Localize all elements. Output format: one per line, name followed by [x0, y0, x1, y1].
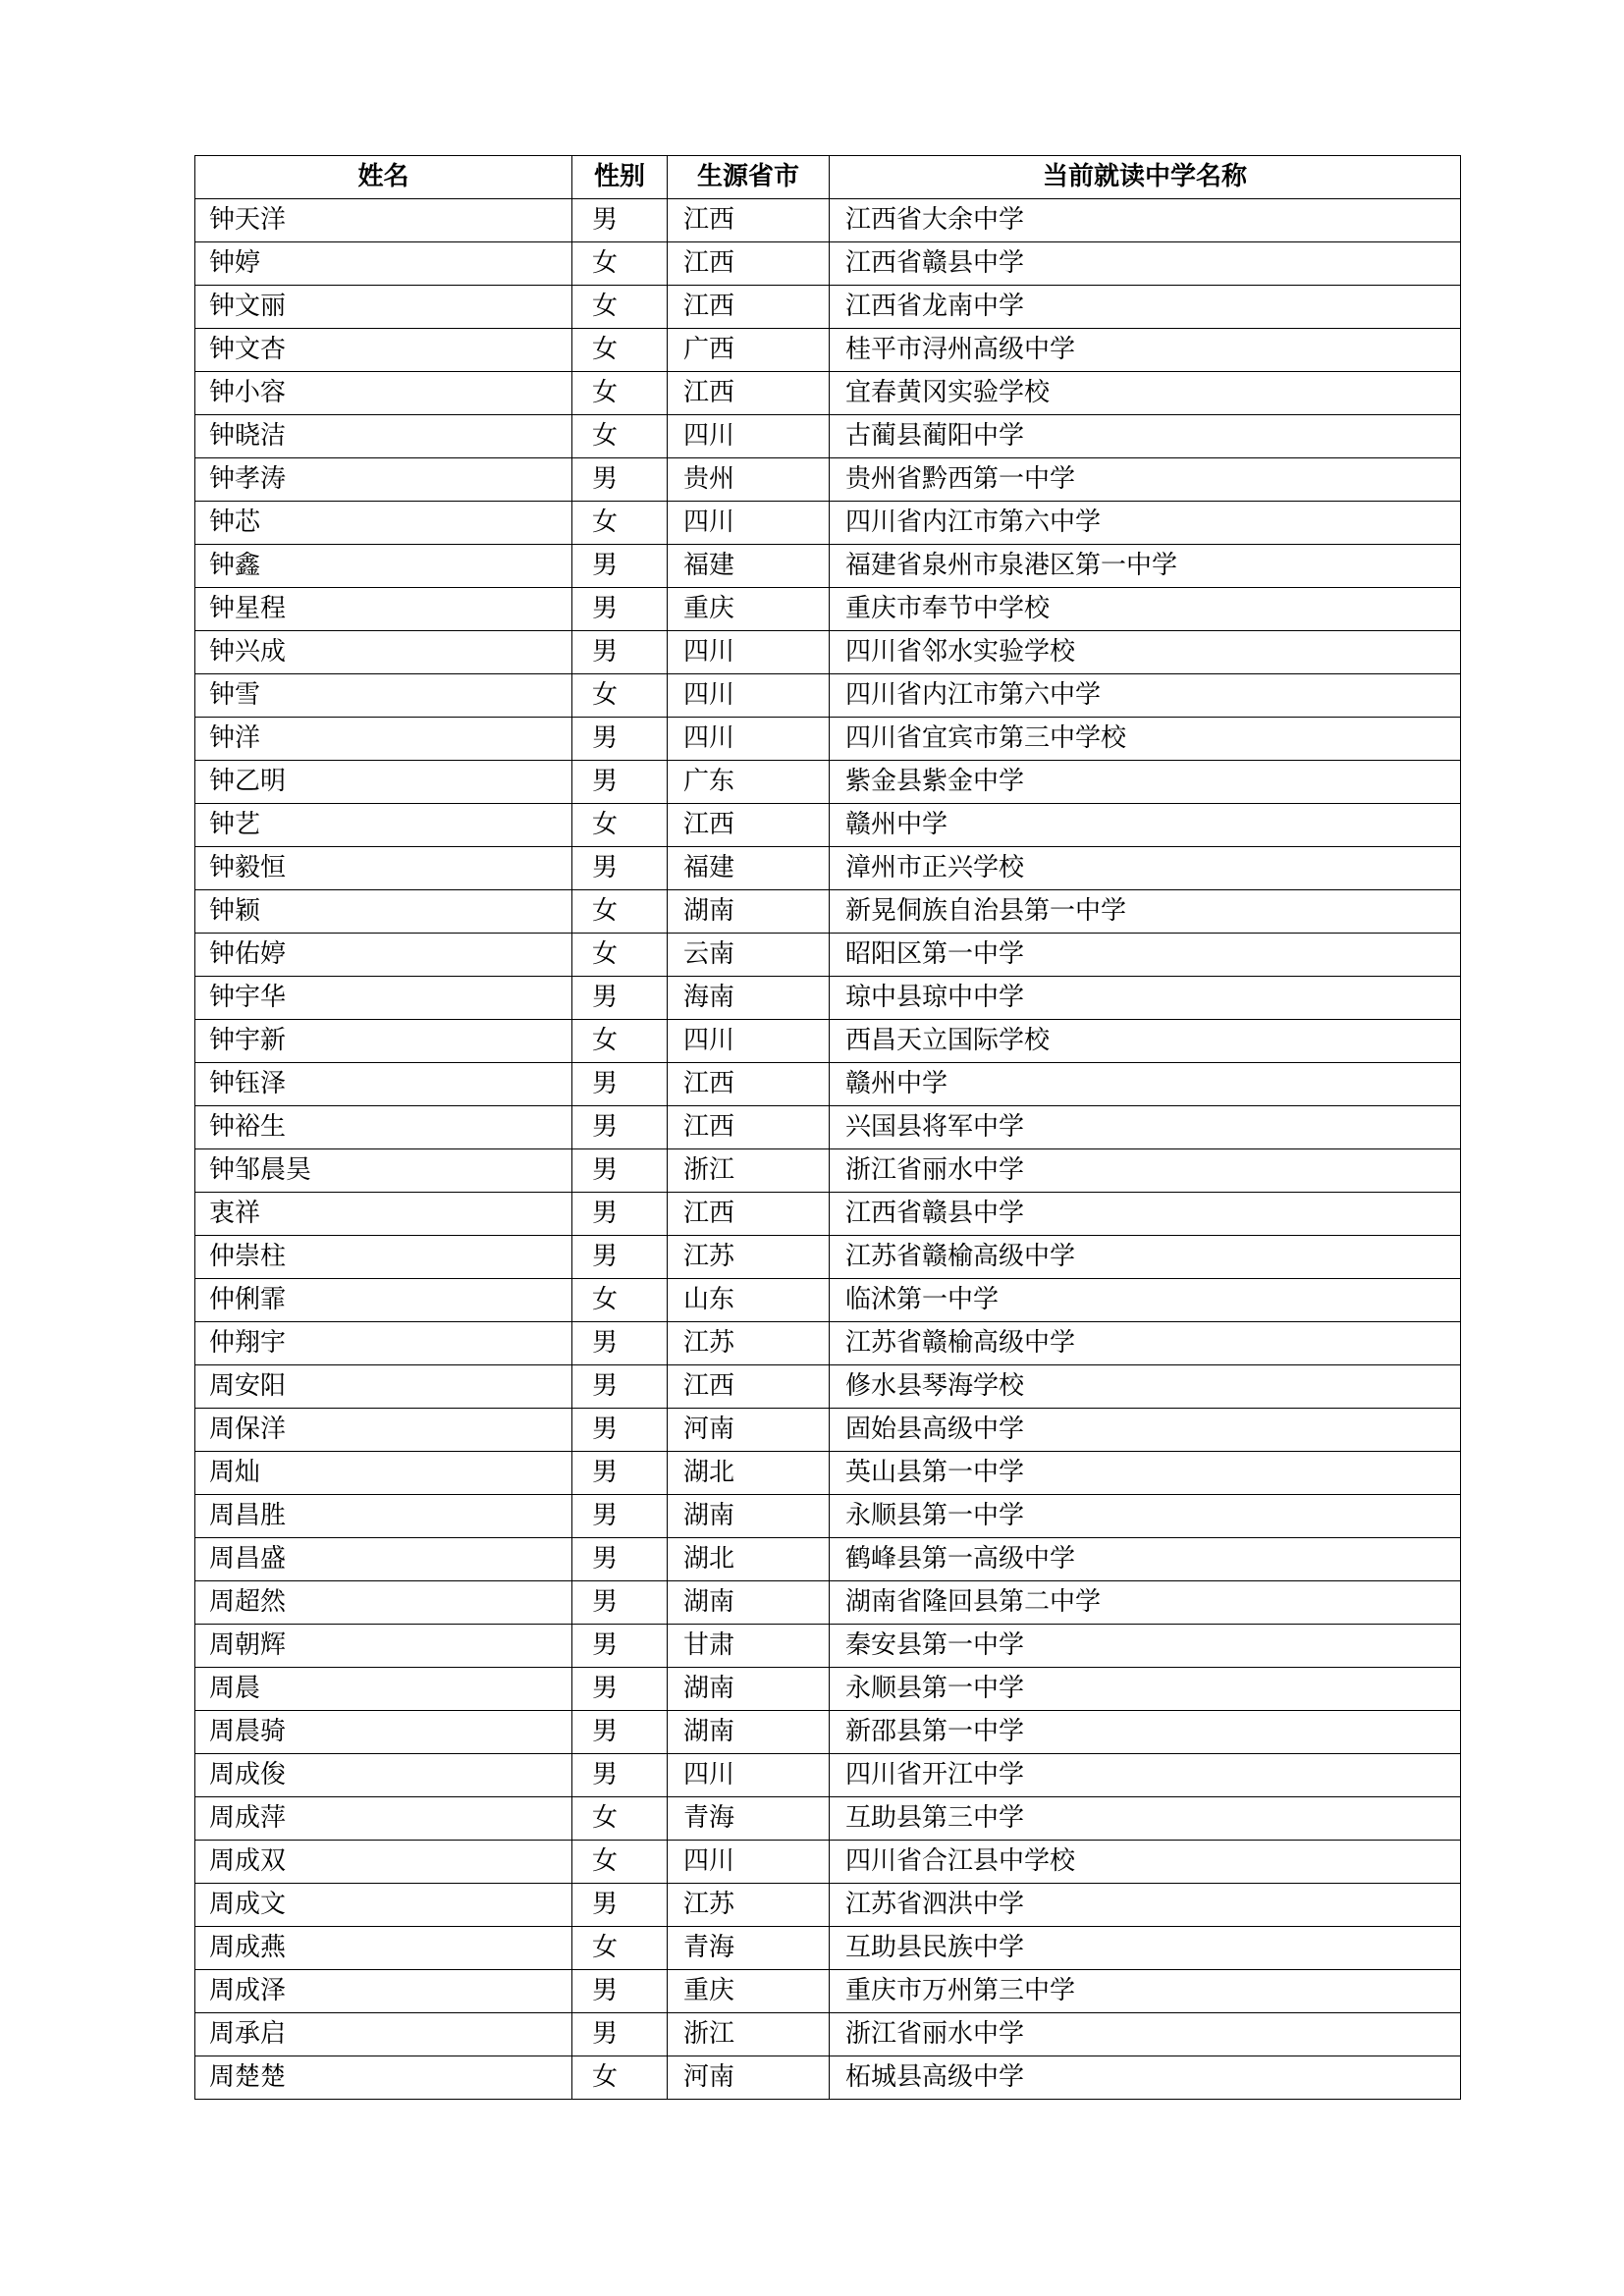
table-row — [195, 372, 1461, 415]
cell-school: 湖南省隆回县第二中学 — [830, 1581, 1461, 1625]
cell-name: 钟佑婷 — [195, 934, 572, 977]
cell-school: 兴国县将军中学 — [830, 1106, 1461, 1149]
cell-province: 四川 — [668, 674, 830, 718]
cell-school: 新晃侗族自治县第一中学 — [830, 890, 1461, 934]
cell-province: 福建 — [668, 545, 830, 588]
cell-school: 四川省开江中学 — [830, 1754, 1461, 1797]
cell-gender: 男 — [572, 718, 668, 761]
cell-province: 甘肃 — [668, 1625, 830, 1668]
cell-name: 钟文杏 — [195, 329, 572, 372]
cell-gender: 女 — [572, 1020, 668, 1063]
cell-province: 四川 — [668, 502, 830, 545]
cell-province: 福建 — [668, 847, 830, 890]
table-row — [195, 1884, 1461, 1927]
cell-school: 重庆市万州第三中学 — [830, 1970, 1461, 2013]
cell-gender: 男 — [572, 1625, 668, 1668]
cell-school: 临沭第一中学 — [830, 1279, 1461, 1322]
cell-gender: 女 — [572, 1279, 668, 1322]
cell-school: 桂平市浔州高级中学 — [830, 329, 1461, 372]
cell-province: 湖南 — [668, 1711, 830, 1754]
cell-school: 永顺县第一中学 — [830, 1495, 1461, 1538]
table-row — [195, 1538, 1461, 1581]
cell-name: 周成文 — [195, 1884, 572, 1927]
cell-school: 英山县第一中学 — [830, 1452, 1461, 1495]
cell-name: 周成燕 — [195, 1927, 572, 1970]
cell-gender: 男 — [572, 1668, 668, 1711]
cell-school: 鹤峰县第一高级中学 — [830, 1538, 1461, 1581]
cell-gender: 女 — [572, 372, 668, 415]
cell-province: 重庆 — [668, 1970, 830, 2013]
cell-name: 钟艺 — [195, 804, 572, 847]
header-province: 生源省市 — [668, 156, 830, 199]
cell-school: 四川省内江市第六中学 — [830, 502, 1461, 545]
cell-province: 四川 — [668, 631, 830, 674]
table-row — [195, 2056, 1461, 2100]
cell-name: 周昌盛 — [195, 1538, 572, 1581]
cell-province: 江西 — [668, 1193, 830, 1236]
cell-school: 赣州中学 — [830, 1063, 1461, 1106]
cell-gender: 男 — [572, 458, 668, 502]
cell-province: 湖南 — [668, 890, 830, 934]
table-row — [195, 977, 1461, 1020]
cell-gender: 男 — [572, 1884, 668, 1927]
cell-province: 四川 — [668, 718, 830, 761]
cell-gender: 女 — [572, 1841, 668, 1884]
table-row — [195, 1322, 1461, 1365]
cell-name: 钟兴成 — [195, 631, 572, 674]
cell-name: 钟邹晨昊 — [195, 1149, 572, 1193]
table-row — [195, 1495, 1461, 1538]
cell-gender: 男 — [572, 1495, 668, 1538]
cell-gender: 男 — [572, 1365, 668, 1409]
cell-gender: 男 — [572, 1193, 668, 1236]
cell-gender: 女 — [572, 242, 668, 286]
cell-name: 钟毅恒 — [195, 847, 572, 890]
cell-gender: 男 — [572, 1970, 668, 2013]
cell-province: 江西 — [668, 804, 830, 847]
cell-province: 四川 — [668, 1020, 830, 1063]
cell-name: 钟芯 — [195, 502, 572, 545]
table-row — [195, 1236, 1461, 1279]
table-row — [195, 1149, 1461, 1193]
cell-name: 钟文丽 — [195, 286, 572, 329]
table-row — [195, 458, 1461, 502]
table-row — [195, 1193, 1461, 1236]
cell-gender: 男 — [572, 847, 668, 890]
cell-name: 周朝辉 — [195, 1625, 572, 1668]
cell-name: 钟宇新 — [195, 1020, 572, 1063]
cell-province: 江西 — [668, 1063, 830, 1106]
cell-province: 山东 — [668, 1279, 830, 1322]
cell-province: 湖南 — [668, 1495, 830, 1538]
cell-gender: 男 — [572, 1236, 668, 1279]
cell-province: 江苏 — [668, 1884, 830, 1927]
cell-province: 江西 — [668, 242, 830, 286]
cell-name: 钟雪 — [195, 674, 572, 718]
cell-province: 浙江 — [668, 1149, 830, 1193]
cell-province: 广西 — [668, 329, 830, 372]
table-row — [195, 1452, 1461, 1495]
cell-name: 钟星程 — [195, 588, 572, 631]
table-row — [195, 2013, 1461, 2056]
cell-name: 钟孝涛 — [195, 458, 572, 502]
cell-gender: 男 — [572, 1754, 668, 1797]
cell-gender: 男 — [572, 545, 668, 588]
cell-name: 钟钰泽 — [195, 1063, 572, 1106]
cell-name: 周安阳 — [195, 1365, 572, 1409]
cell-name: 钟鑫 — [195, 545, 572, 588]
cell-name: 周承启 — [195, 2013, 572, 2056]
cell-name: 仲俐霏 — [195, 1279, 572, 1322]
cell-school: 江西省赣县中学 — [830, 242, 1461, 286]
table-row — [195, 329, 1461, 372]
cell-province: 湖南 — [668, 1581, 830, 1625]
cell-gender: 男 — [572, 2013, 668, 2056]
cell-province: 青海 — [668, 1797, 830, 1841]
cell-gender: 女 — [572, 2056, 668, 2100]
cell-school: 西昌天立国际学校 — [830, 1020, 1461, 1063]
cell-province: 青海 — [668, 1927, 830, 1970]
cell-school: 江苏省赣榆高级中学 — [830, 1236, 1461, 1279]
cell-name: 周成俊 — [195, 1754, 572, 1797]
cell-school: 永顺县第一中学 — [830, 1668, 1461, 1711]
cell-school: 江西省龙南中学 — [830, 286, 1461, 329]
cell-province: 贵州 — [668, 458, 830, 502]
cell-gender: 男 — [572, 977, 668, 1020]
cell-gender: 男 — [572, 1063, 668, 1106]
cell-school: 四川省宜宾市第三中学校 — [830, 718, 1461, 761]
cell-province: 江西 — [668, 286, 830, 329]
cell-gender: 男 — [572, 1149, 668, 1193]
cell-province: 江苏 — [668, 1322, 830, 1365]
cell-gender: 男 — [572, 1322, 668, 1365]
cell-name: 钟洋 — [195, 718, 572, 761]
table-header-row — [195, 156, 1461, 199]
cell-school: 新邵县第一中学 — [830, 1711, 1461, 1754]
cell-school: 四川省内江市第六中学 — [830, 674, 1461, 718]
cell-school: 浙江省丽水中学 — [830, 2013, 1461, 2056]
table-row — [195, 934, 1461, 977]
cell-gender: 女 — [572, 804, 668, 847]
cell-school: 秦安县第一中学 — [830, 1625, 1461, 1668]
cell-school: 江西省大余中学 — [830, 199, 1461, 242]
table-row — [195, 761, 1461, 804]
cell-school: 重庆市奉节中学校 — [830, 588, 1461, 631]
cell-name: 周楚楚 — [195, 2056, 572, 2100]
cell-name: 仲翔宇 — [195, 1322, 572, 1365]
student-roster-table — [194, 155, 1461, 2100]
cell-school: 修水县琴海学校 — [830, 1365, 1461, 1409]
cell-province: 江西 — [668, 1106, 830, 1149]
cell-name: 周灿 — [195, 1452, 572, 1495]
cell-name: 周晨 — [195, 1668, 572, 1711]
cell-school: 互助县民族中学 — [830, 1927, 1461, 1970]
header-school: 当前就读中学名称 — [830, 156, 1461, 199]
table-row — [195, 242, 1461, 286]
cell-school: 福建省泉州市泉港区第一中学 — [830, 545, 1461, 588]
cell-school: 昭阳区第一中学 — [830, 934, 1461, 977]
cell-school: 四川省邻水实验学校 — [830, 631, 1461, 674]
table-row — [195, 1668, 1461, 1711]
cell-province: 江西 — [668, 372, 830, 415]
cell-province: 江苏 — [668, 1236, 830, 1279]
cell-province: 河南 — [668, 2056, 830, 2100]
cell-name: 周成萍 — [195, 1797, 572, 1841]
cell-school: 江苏省泗洪中学 — [830, 1884, 1461, 1927]
table-row — [195, 718, 1461, 761]
table-row — [195, 1711, 1461, 1754]
table-row — [195, 1409, 1461, 1452]
cell-gender: 女 — [572, 415, 668, 458]
cell-gender: 男 — [572, 1711, 668, 1754]
table-row — [195, 199, 1461, 242]
cell-school: 古蔺县蔺阳中学 — [830, 415, 1461, 458]
cell-school: 固始县高级中学 — [830, 1409, 1461, 1452]
cell-school: 紫金县紫金中学 — [830, 761, 1461, 804]
table-row — [195, 674, 1461, 718]
cell-school: 江西省赣县中学 — [830, 1193, 1461, 1236]
cell-province: 四川 — [668, 415, 830, 458]
cell-gender: 女 — [572, 934, 668, 977]
cell-school: 赣州中学 — [830, 804, 1461, 847]
table-row — [195, 1106, 1461, 1149]
cell-school: 浙江省丽水中学 — [830, 1149, 1461, 1193]
cell-gender: 女 — [572, 286, 668, 329]
cell-school: 柘城县高级中学 — [830, 2056, 1461, 2100]
cell-name: 周成双 — [195, 1841, 572, 1884]
cell-gender: 男 — [572, 631, 668, 674]
cell-gender: 女 — [572, 674, 668, 718]
table-row — [195, 588, 1461, 631]
table-row — [195, 1841, 1461, 1884]
cell-province: 河南 — [668, 1409, 830, 1452]
table-row — [195, 1581, 1461, 1625]
cell-gender: 女 — [572, 329, 668, 372]
table-row — [195, 847, 1461, 890]
cell-name: 钟乙明 — [195, 761, 572, 804]
cell-name: 周昌胜 — [195, 1495, 572, 1538]
cell-province: 重庆 — [668, 588, 830, 631]
table-row — [195, 286, 1461, 329]
cell-province: 浙江 — [668, 2013, 830, 2056]
table-row — [195, 1020, 1461, 1063]
cell-school: 江苏省赣榆高级中学 — [830, 1322, 1461, 1365]
table-row — [195, 502, 1461, 545]
cell-province: 江西 — [668, 199, 830, 242]
cell-gender: 女 — [572, 502, 668, 545]
cell-gender: 男 — [572, 588, 668, 631]
table-row — [195, 1797, 1461, 1841]
cell-gender: 男 — [572, 1409, 668, 1452]
cell-school: 互助县第三中学 — [830, 1797, 1461, 1841]
cell-school: 贵州省黔西第一中学 — [830, 458, 1461, 502]
cell-school: 宜春黄冈实验学校 — [830, 372, 1461, 415]
table-row — [195, 545, 1461, 588]
cell-name: 钟小容 — [195, 372, 572, 415]
cell-school: 漳州市正兴学校 — [830, 847, 1461, 890]
cell-province: 云南 — [668, 934, 830, 977]
cell-name: 钟宇华 — [195, 977, 572, 1020]
cell-gender: 男 — [572, 1581, 668, 1625]
cell-province: 江西 — [668, 1365, 830, 1409]
table-row — [195, 1063, 1461, 1106]
header-gender: 性别 — [572, 156, 668, 199]
cell-province: 四川 — [668, 1754, 830, 1797]
cell-gender: 男 — [572, 1452, 668, 1495]
cell-gender: 男 — [572, 199, 668, 242]
cell-school: 琼中县琼中中学 — [830, 977, 1461, 1020]
cell-gender: 女 — [572, 1797, 668, 1841]
cell-name: 钟裕生 — [195, 1106, 572, 1149]
cell-name: 衷祥 — [195, 1193, 572, 1236]
cell-gender: 男 — [572, 761, 668, 804]
table-row — [195, 631, 1461, 674]
table-row — [195, 890, 1461, 934]
cell-name: 周晨骑 — [195, 1711, 572, 1754]
cell-gender: 男 — [572, 1106, 668, 1149]
table-row — [195, 1279, 1461, 1322]
table-row — [195, 1927, 1461, 1970]
table-row — [195, 1754, 1461, 1797]
table-row — [195, 1625, 1461, 1668]
cell-province: 四川 — [668, 1841, 830, 1884]
cell-name: 钟天洋 — [195, 199, 572, 242]
cell-name: 周保洋 — [195, 1409, 572, 1452]
cell-school: 四川省合江县中学校 — [830, 1841, 1461, 1884]
table-row — [195, 1365, 1461, 1409]
cell-name: 钟婷 — [195, 242, 572, 286]
table-row — [195, 415, 1461, 458]
cell-province: 海南 — [668, 977, 830, 1020]
header-name: 姓名 — [195, 156, 572, 199]
cell-name: 仲崇柱 — [195, 1236, 572, 1279]
cell-gender: 女 — [572, 1927, 668, 1970]
cell-province: 湖北 — [668, 1452, 830, 1495]
cell-name: 周超然 — [195, 1581, 572, 1625]
table-body — [195, 199, 1461, 2100]
cell-gender: 女 — [572, 890, 668, 934]
cell-name: 钟晓洁 — [195, 415, 572, 458]
cell-name: 周成泽 — [195, 1970, 572, 2013]
cell-province: 湖南 — [668, 1668, 830, 1711]
cell-gender: 男 — [572, 1538, 668, 1581]
cell-province: 广东 — [668, 761, 830, 804]
cell-name: 钟颖 — [195, 890, 572, 934]
table-row — [195, 804, 1461, 847]
table-row — [195, 1970, 1461, 2013]
cell-province: 湖北 — [668, 1538, 830, 1581]
